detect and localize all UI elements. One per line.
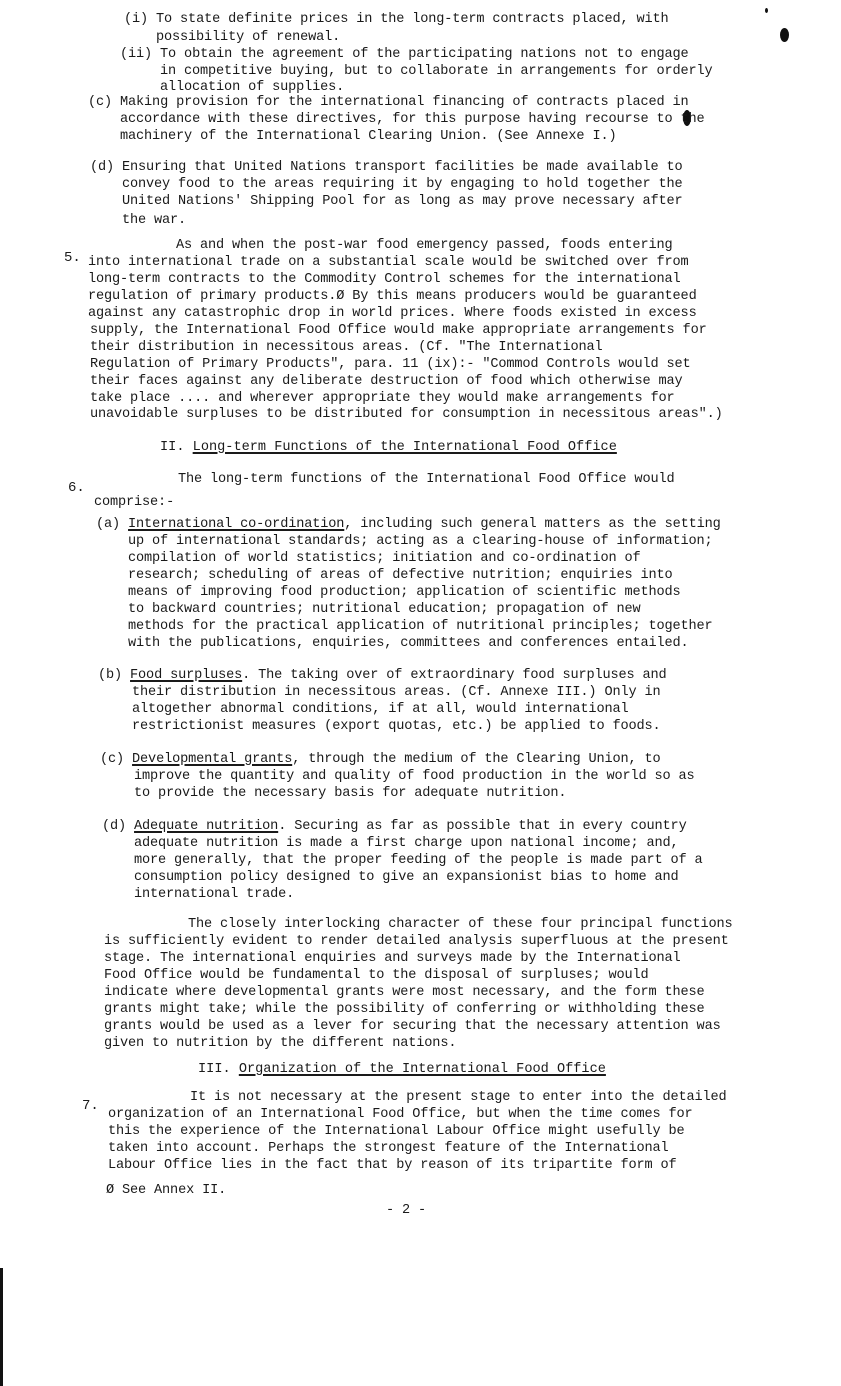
item-b-text: . The taking over of extraordinary food surpluses and (242, 668, 667, 683)
para-5-line: As and when the post-war food emergency passed, foods entering (176, 238, 673, 253)
item-c2-term: Developmental grants (132, 752, 293, 767)
item-d2-line-1 (102, 819, 687, 835)
para-7-line: this the experience of the International Labour Office might usefully be (108, 1124, 685, 1139)
closing-line: stage. The international enquiries and surveys made by the International (104, 951, 681, 966)
item-b-line: altogether abnormal conditions, if at all, would international (132, 702, 629, 717)
closing-line: Food Office would be fundamental to the disposal of surpluses; would (104, 968, 649, 983)
item-d2-term: Adequate nutrition (134, 819, 279, 834)
item-c-line-3: machinery of the International Clearing Union. (See Annexe I.) (120, 129, 617, 144)
para-5-line: unavoidable surpluses to be distributed for consumption in necessitous areas".) (90, 407, 723, 422)
ink-blot (780, 28, 789, 42)
para-5-line: Regulation of Primary Products", para. 11 (ix):- "Commod Controls would set (90, 357, 691, 372)
para-5-line: supply, the International Food Office would make appropriate arrangements for (90, 323, 707, 338)
para-5-line: regulation of primary products.Ø By this means producers would be guaranteed (88, 289, 697, 304)
item-a-line: means of improving food production; application of scientific methods (128, 585, 681, 600)
item-d2-line: more generally, that the proper feeding of the people is made part of a (134, 853, 703, 868)
page-number: - 2 - (386, 1203, 427, 1218)
section-3-title: Organization of the International Food Office (238, 1062, 606, 1077)
item-i-line-1: (i) To state definite prices in the long-term contracts placed, with (124, 12, 669, 27)
item-c2-line: to provide the necessary basis for adequate nutrition. (134, 786, 567, 801)
item-d2-label: (d) (102, 819, 127, 834)
item-c2-line: improve the quantity and quality of food production in the world so as (134, 769, 695, 784)
item-d-line-4: the war. (122, 213, 187, 228)
item-b-term: Food surpluses (130, 668, 243, 683)
item-a-text: , including such general matters as the setting (344, 517, 721, 532)
section-2-heading (160, 440, 617, 456)
para-7-number: 7. (82, 1098, 99, 1114)
closing-line: given to nutrition by the different nations. (104, 1036, 457, 1051)
item-a-line: research; scheduling of areas of defective nutrition; enquiries into (128, 568, 673, 583)
para-5-line: take place .... and wherever appropriate they would make arrangements for (90, 391, 675, 406)
para-7-line: taken into account. Perhaps the strongest feature of the International (108, 1141, 669, 1156)
section-3-heading (198, 1062, 606, 1078)
closing-line: grants might take; while the possibility of conferring or withholding these (104, 1002, 705, 1017)
para-6-number: 6. (68, 480, 85, 496)
item-d-line-3: United Nations' Shipping Pool for as long as may prove necessary after (122, 194, 683, 209)
item-d2-line: adequate nutrition is made a first charge upon national income; and, (134, 836, 679, 851)
para-5-line: their faces against any deliberate destruction of food which otherwise may (90, 374, 683, 389)
closing-line: grants would be used as a lever for securing that the necessary attention was (104, 1019, 721, 1034)
item-d-line-2: convey food to the areas requiring it by engaging to hold together the (122, 177, 683, 192)
item-c2-line-1 (100, 752, 661, 768)
item-c-line-1: (c) Making provision for the international financing of contracts placed in (88, 95, 689, 110)
item-ii-line-2: in competitive buying, but to collaborate in arrangements for orderly (160, 64, 713, 79)
item-a-line: to backward countries; nutritional education; propagation of new (128, 602, 641, 617)
item-a-line: with the publications, enquiries, committees and conferences entailed. (128, 636, 689, 651)
para-5-line: into international trade on a substantial scale would be switched over from (88, 255, 689, 270)
para-5-line: long-term contracts to the Commodity Control schemes for the international (88, 272, 681, 287)
item-a-label: (a) (96, 517, 121, 532)
para-5-line: against any catastrophic drop in world prices. Where foods existed in excess (88, 306, 697, 321)
item-b-label: (b) (98, 668, 123, 683)
item-a-line-1 (96, 517, 721, 533)
item-c2-text: , through the medium of the Clearing Union, to (292, 752, 661, 767)
para-7-line: organization of an International Food Office, but when the time comes for (108, 1107, 693, 1122)
scan-edge-mark (0, 1268, 3, 1386)
item-ii-line-1: (ii) To obtain the agreement of the participating nations not to engage (120, 47, 689, 62)
item-b-line: restrictionist measures (export quotas, etc.) be applied to foods. (132, 719, 661, 734)
item-a-line: methods for the practical application of nutritional principles; together (128, 619, 713, 634)
item-b-line: their distribution in necessitous areas. (Cf. Annexe III.) Only in (132, 685, 661, 700)
item-i-line-2: possibility of renewal. (156, 30, 341, 45)
closing-line: indicate where developmental grants were most necessary, and the form these (104, 985, 705, 1000)
item-a-line: compilation of world statistics; initiation and co-ordination of (128, 551, 641, 566)
closing-line: The closely interlocking character of these four principal functions (188, 917, 733, 932)
ink-blot (765, 8, 768, 13)
item-b-line-1 (98, 668, 667, 684)
para-6-line: comprise:- (94, 495, 175, 510)
para-7-line: It is not necessary at the present stage to enter into the detailed (190, 1090, 727, 1105)
footnote: Ø See Annex II. (106, 1183, 227, 1198)
section-2-numeral: II. (160, 440, 185, 455)
para-5-line: their distribution in necessitous areas. (Cf. "The International (90, 340, 603, 355)
para-6-line: The long-term functions of the International Food Office would (178, 472, 675, 487)
section-3-numeral: III. (198, 1062, 231, 1077)
item-d-line-1: (d) Ensuring that United Nations transport facilities be made available to (90, 160, 683, 175)
item-a-term: International co-ordination (128, 517, 345, 532)
item-ii-line-3: allocation of supplies. (160, 80, 345, 95)
item-d2-line: consumption policy designed to give an expansionist bias to home and (134, 870, 679, 885)
closing-line: is sufficiently evident to render detailed analysis superfluous at the present (104, 934, 729, 949)
item-a-line: up of international standards; acting as a clearing-house of information; (128, 534, 713, 549)
item-c2-label: (c) (100, 752, 125, 767)
para-7-line: Labour Office lies in the fact that by reason of its tripartite form of (108, 1158, 677, 1173)
item-d2-line: international trade. (134, 887, 295, 902)
section-2-title: Long-term Functions of the International Food Office (192, 440, 617, 455)
item-c-line-2: accordance with these directives, for this purpose having recourse to the (120, 112, 705, 127)
para-5-number: 5. (64, 250, 81, 266)
item-d2-text: . Securing as far as possible that in every country (278, 819, 687, 834)
